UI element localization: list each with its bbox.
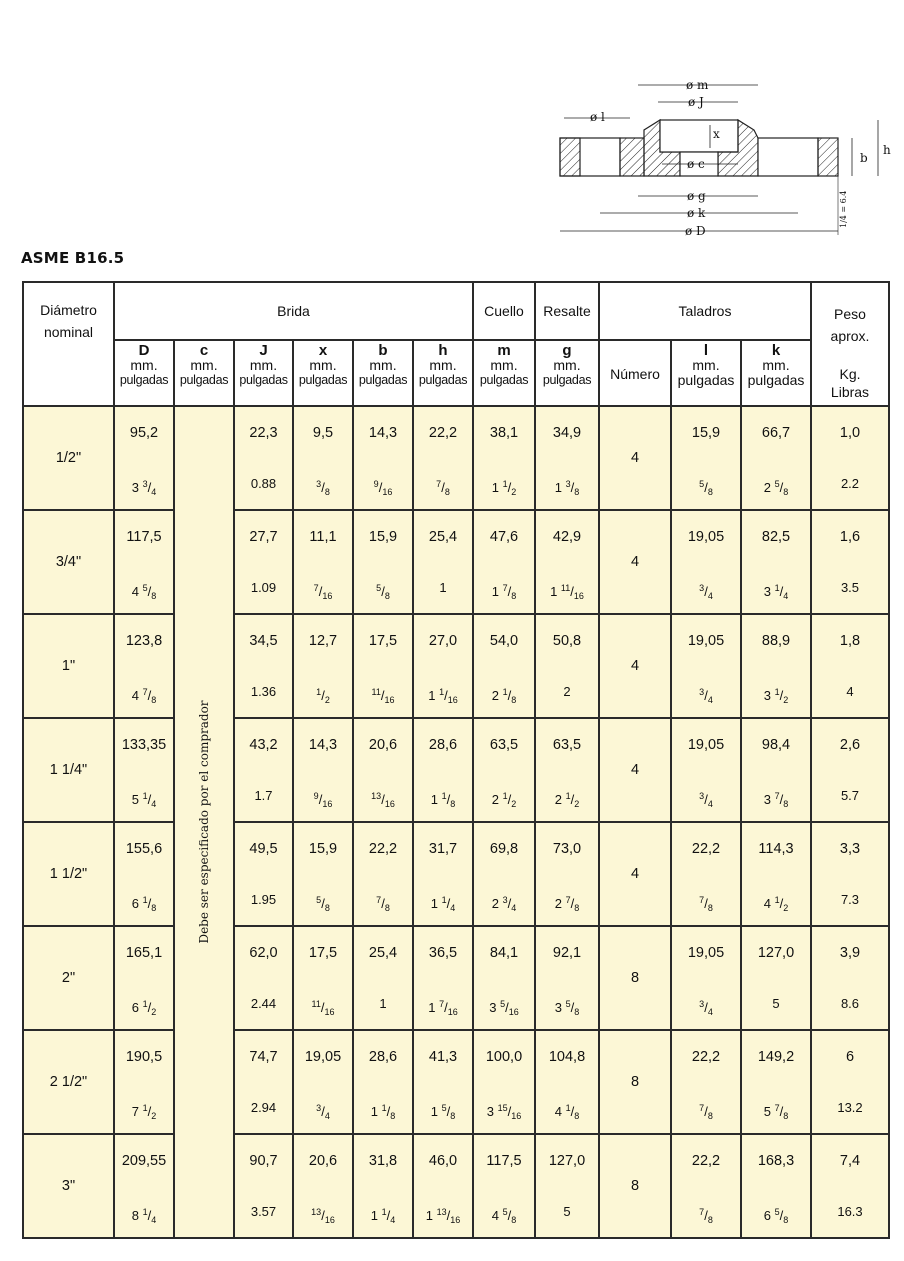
cell-h: 27,0 1 $^1/_{16}$ bbox=[413, 614, 473, 718]
cell-l: 22,2 $^7/_8$ bbox=[671, 822, 741, 926]
cell-b: 15,9 $^5/_8$ bbox=[353, 510, 413, 614]
cell-k: 149,2 5 $^7/_8$ bbox=[741, 1030, 811, 1134]
table-row bbox=[23, 510, 889, 614]
svg-text:x: x bbox=[713, 127, 720, 141]
cell-J: 49,5 1.95 bbox=[234, 822, 293, 926]
cell-peso: 3,3 7.3 bbox=[811, 822, 889, 926]
cell-J: 74,7 2.94 bbox=[234, 1030, 293, 1134]
cell-h: 22,2 $^7/_8$ bbox=[413, 406, 473, 510]
svg-text:1/4 = 6.4: 1/4 = 6.4 bbox=[839, 190, 848, 228]
nominal-size: 3/4" bbox=[23, 510, 114, 614]
cell-D: 95,2 3 $^3/_4$ bbox=[114, 406, 174, 510]
cell-b: 22,2 $^7/_8$ bbox=[353, 822, 413, 926]
cell-b: 25,4 1 bbox=[353, 926, 413, 1030]
cell-l: 19,05 $^3/_4$ bbox=[671, 614, 741, 718]
nominal-size: 3" bbox=[23, 1134, 114, 1238]
cell-h: 41,3 1 $^5/_8$ bbox=[413, 1030, 473, 1134]
cell-J: 90,7 3.57 bbox=[234, 1134, 293, 1238]
cell-peso: 3,9 8.6 bbox=[811, 926, 889, 1030]
header-peso: Peso aprox. Kg. Libras bbox=[811, 282, 889, 406]
cell-x: 9,5 $^3/_8$ bbox=[293, 406, 353, 510]
cell-m: 63,5 2 $^1/_2$ bbox=[473, 718, 535, 822]
c-note-text: Debe ser especificado por el comprador bbox=[197, 700, 211, 944]
cell-l: 15,9 $^5/_8$ bbox=[671, 406, 741, 510]
c-column-note bbox=[174, 406, 234, 1238]
cell-g: 42,9 1 $^{11}/_{16}$ bbox=[535, 510, 599, 614]
cell-l: 22,2 $^7/_8$ bbox=[671, 1134, 741, 1238]
cell-k: 82,5 3 $^1/_4$ bbox=[741, 510, 811, 614]
col-x: x mm. pulgadas bbox=[293, 340, 353, 406]
col-l: l mm. pulgadas bbox=[671, 340, 741, 406]
cell-l: 19,05 $^3/_4$ bbox=[671, 926, 741, 1030]
cell-D: 133,35 5 $^1/_4$ bbox=[114, 718, 174, 822]
svg-text:ø c: ø c bbox=[687, 157, 705, 171]
cell-peso: 1,6 3.5 bbox=[811, 510, 889, 614]
svg-text:ø J: ø J bbox=[688, 95, 704, 109]
table-row bbox=[23, 1030, 889, 1134]
cell-peso: 7,4 16.3 bbox=[811, 1134, 889, 1238]
cell-numero: 8 bbox=[599, 926, 671, 1030]
cell-m: 117,5 4 $^5/_8$ bbox=[473, 1134, 535, 1238]
cell-peso: 6 13.2 bbox=[811, 1030, 889, 1134]
unit-libras: Libras bbox=[830, 384, 870, 400]
cell-m: 54,0 2 $^1/_8$ bbox=[473, 614, 535, 718]
cell-g: 73,0 2 $^7/_8$ bbox=[535, 822, 599, 926]
cell-b: 31,8 1 $^1/_4$ bbox=[353, 1134, 413, 1238]
svg-text:b: b bbox=[860, 151, 868, 165]
header-taladros: Taladros bbox=[599, 282, 811, 340]
nominal-size: 1 1/2" bbox=[23, 822, 114, 926]
nominal-size: 2" bbox=[23, 926, 114, 1030]
cell-k: 168,3 6 $^5/_8$ bbox=[741, 1134, 811, 1238]
cell-k: 98,4 3 $^7/_8$ bbox=[741, 718, 811, 822]
cell-D: 123,8 4 $^7/_8$ bbox=[114, 614, 174, 718]
standard-title: ASME B16.5 bbox=[21, 249, 125, 267]
header-brida: Brida bbox=[114, 282, 473, 340]
cell-m: 47,6 1 $^7/_8$ bbox=[473, 510, 535, 614]
col-k: k mm. pulgadas bbox=[741, 340, 811, 406]
cell-g: 63,5 2 $^1/_2$ bbox=[535, 718, 599, 822]
cell-numero: 8 bbox=[599, 1134, 671, 1238]
cell-g: 104,8 4 $^1/_8$ bbox=[535, 1030, 599, 1134]
svg-text:ø l: ø l bbox=[590, 110, 605, 124]
col-m: m mm. pulgadas bbox=[473, 340, 535, 406]
cell-b: 17,5 $^{11}/_{16}$ bbox=[353, 614, 413, 718]
cell-numero: 4 bbox=[599, 406, 671, 510]
cell-l: 22,2 $^7/_8$ bbox=[671, 1030, 741, 1134]
cell-k: 127,0 5 bbox=[741, 926, 811, 1030]
cell-b: 20,6 $^{13}/_{16}$ bbox=[353, 718, 413, 822]
col-D: D mm. pulgadas bbox=[114, 340, 174, 406]
cell-b: 14,3 $^9/_{16}$ bbox=[353, 406, 413, 510]
cell-h: 36,5 1 $^7/_{16}$ bbox=[413, 926, 473, 1030]
cell-numero: 4 bbox=[599, 614, 671, 718]
cell-D: 155,6 6 $^1/_8$ bbox=[114, 822, 174, 926]
svg-text:ø D: ø D bbox=[685, 224, 706, 238]
header-resalte: Resalte bbox=[535, 282, 599, 340]
cell-l: 19,05 $^3/_4$ bbox=[671, 510, 741, 614]
col-g: g mm. pulgadas bbox=[535, 340, 599, 406]
nominal-size: 1" bbox=[23, 614, 114, 718]
cell-h: 46,0 1 $^{13}/_{16}$ bbox=[413, 1134, 473, 1238]
cell-g: 34,9 1 $^3/_8$ bbox=[535, 406, 599, 510]
table-row bbox=[23, 926, 889, 1030]
cell-h: 31,7 1 $^1/_4$ bbox=[413, 822, 473, 926]
flange-table bbox=[22, 281, 890, 1239]
nominal-size: 1 1/4" bbox=[23, 718, 114, 822]
header-diametro: Diámetro nominal bbox=[23, 282, 114, 406]
cell-g: 92,1 3 $^5/_8$ bbox=[535, 926, 599, 1030]
cell-k: 114,3 4 $^1/_2$ bbox=[741, 822, 811, 926]
col-b: b mm. pulgadas bbox=[353, 340, 413, 406]
cell-g: 127,0 5 bbox=[535, 1134, 599, 1238]
table-row bbox=[23, 614, 889, 718]
header-cuello: Cuello bbox=[473, 282, 535, 340]
svg-text:ø k: ø k bbox=[687, 206, 706, 220]
cell-l: 19,05 $^3/_4$ bbox=[671, 718, 741, 822]
cell-k: 88,9 3 $^1/_2$ bbox=[741, 614, 811, 718]
cell-peso: 2,6 5.7 bbox=[811, 718, 889, 822]
cell-x: 14,3 $^9/_{16}$ bbox=[293, 718, 353, 822]
cell-h: 28,6 1 $^1/_8$ bbox=[413, 718, 473, 822]
cell-numero: 4 bbox=[599, 718, 671, 822]
cell-numero: 4 bbox=[599, 510, 671, 614]
cell-J: 62,0 2.44 bbox=[234, 926, 293, 1030]
cell-m: 84,1 3 $^5/_{16}$ bbox=[473, 926, 535, 1030]
cell-g: 50,8 2 bbox=[535, 614, 599, 718]
table-row bbox=[23, 1134, 889, 1238]
col-c: c mm. pulgadas bbox=[174, 340, 234, 406]
cell-m: 100,0 3 $^{15}/_{16}$ bbox=[473, 1030, 535, 1134]
cell-J: 43,2 1.7 bbox=[234, 718, 293, 822]
cell-x: 20,6 $^{13}/_{16}$ bbox=[293, 1134, 353, 1238]
cell-x: 17,5 $^{11}/_{16}$ bbox=[293, 926, 353, 1030]
nominal-size: 1/2" bbox=[23, 406, 114, 510]
cell-peso: 1,0 2.2 bbox=[811, 406, 889, 510]
cell-x: 19,05 $^3/_4$ bbox=[293, 1030, 353, 1134]
svg-text:ø m: ø m bbox=[686, 78, 709, 92]
unit-kg: Kg. bbox=[839, 366, 861, 382]
cell-x: 12,7 $^1/_2$ bbox=[293, 614, 353, 718]
cell-D: 209,55 8 $^1/_4$ bbox=[114, 1134, 174, 1238]
cell-b: 28,6 1 $^1/_8$ bbox=[353, 1030, 413, 1134]
svg-text:h: h bbox=[883, 143, 891, 157]
cell-J: 22,3 0.88 bbox=[234, 406, 293, 510]
cell-h: 25,4 1 bbox=[413, 510, 473, 614]
cell-J: 27,7 1.09 bbox=[234, 510, 293, 614]
table-row bbox=[23, 406, 889, 510]
cell-D: 165,1 6 $^1/_2$ bbox=[114, 926, 174, 1030]
nominal-size: 2 1/2" bbox=[23, 1030, 114, 1134]
cell-D: 190,5 7 $^1/_2$ bbox=[114, 1030, 174, 1134]
cell-x: 11,1 $^7/_{16}$ bbox=[293, 510, 353, 614]
cell-m: 69,8 2 $^3/_4$ bbox=[473, 822, 535, 926]
table-row bbox=[23, 822, 889, 926]
cell-k: 66,7 2 $^5/_8$ bbox=[741, 406, 811, 510]
col-numero: Número bbox=[599, 340, 671, 406]
cell-J: 34,5 1.36 bbox=[234, 614, 293, 718]
svg-text:ø g: ø g bbox=[687, 189, 706, 203]
cell-D: 117,5 4 $^5/_8$ bbox=[114, 510, 174, 614]
col-h: h mm. pulgadas bbox=[413, 340, 473, 406]
cell-numero: 4 bbox=[599, 822, 671, 926]
col-J: J mm. pulgadas bbox=[234, 340, 293, 406]
cell-numero: 8 bbox=[599, 1030, 671, 1134]
flange-diagram bbox=[550, 70, 900, 245]
table-row bbox=[23, 718, 889, 822]
cell-peso: 1,8 4 bbox=[811, 614, 889, 718]
cell-m: 38,1 1 $^1/_2$ bbox=[473, 406, 535, 510]
cell-x: 15,9 $^5/_8$ bbox=[293, 822, 353, 926]
